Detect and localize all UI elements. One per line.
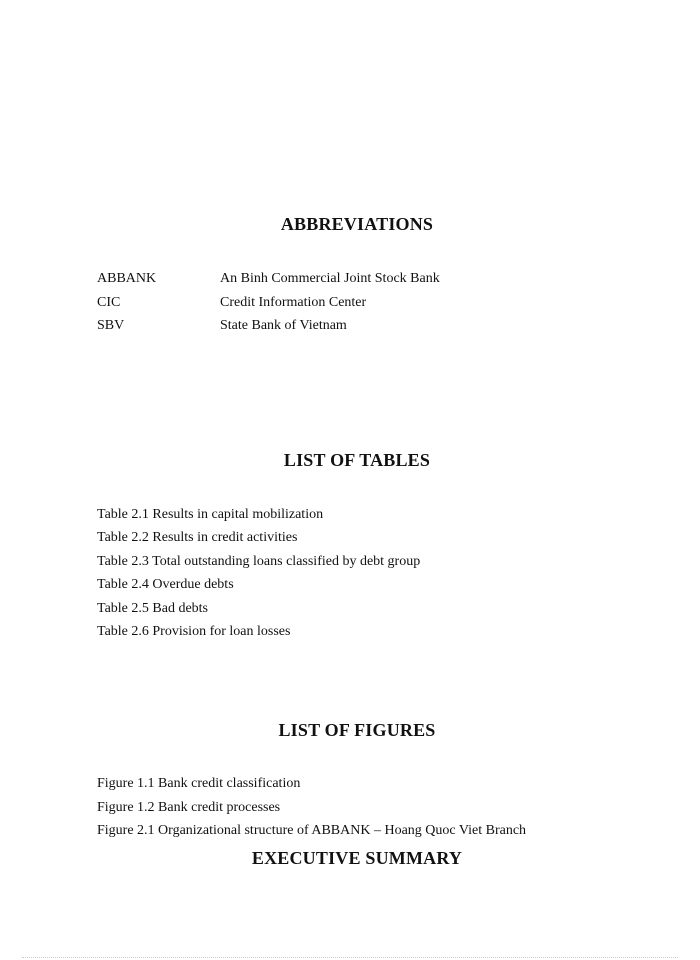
abbreviation-definition: State Bank of Vietnam bbox=[220, 318, 347, 333]
abbreviation-definition: An Binh Commercial Joint Stock Bank bbox=[220, 271, 440, 286]
table-entry: Table 2.2 Results in credit activities bbox=[97, 530, 298, 545]
abbreviation-code: CIC bbox=[97, 295, 121, 310]
abbreviation-code: SBV bbox=[97, 318, 125, 333]
executive-summary-heading: EXECUTIVE SUMMARY bbox=[251, 848, 463, 868]
table-entry: Table 2.1 Results in capital mobilization bbox=[97, 507, 324, 522]
figure-entry: Figure 1.1 Bank credit classification bbox=[97, 776, 301, 791]
abbreviation-definition: Credit Information Center bbox=[220, 295, 367, 310]
table-entry: Table 2.3 Total outstanding loans classified by debt group bbox=[97, 554, 421, 569]
list-of-figures-heading: LIST OF FIGURES bbox=[278, 720, 436, 740]
table-entry: Table 2.5 Bad debts bbox=[97, 601, 208, 616]
figure-entry: Figure 2.1 Organizational structure of ABBANK – Hoang Quoc Viet Branch bbox=[97, 823, 527, 838]
list-of-tables-heading: LIST OF TABLES bbox=[283, 450, 431, 470]
table-entry: Table 2.4 Overdue debts bbox=[97, 577, 234, 592]
abbreviation-code: ABBANK bbox=[97, 271, 157, 286]
abbreviations-heading: ABBREVIATIONS bbox=[280, 214, 434, 234]
table-entry: Table 2.6 Provision for loan losses bbox=[97, 624, 291, 639]
page-bottom-divider bbox=[22, 957, 678, 958]
figure-entry: Figure 1.2 Bank credit processes bbox=[97, 800, 281, 815]
